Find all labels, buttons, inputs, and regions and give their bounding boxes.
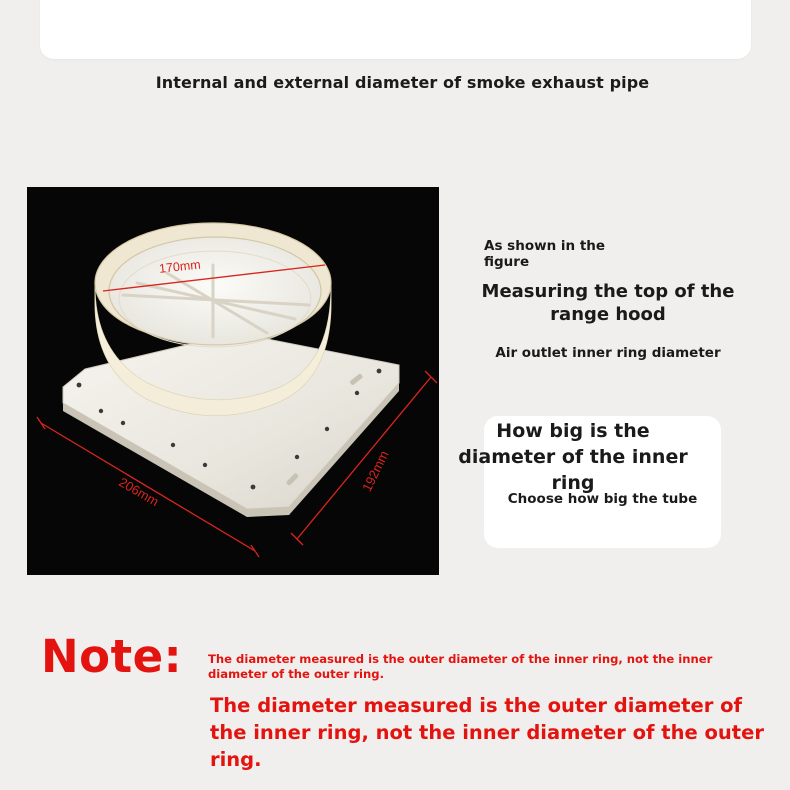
product-photo — [27, 187, 439, 575]
tube-choice-caption: Choose how big the tube — [507, 491, 698, 507]
inner-ring-question: How big is the diameter of the inner ring — [458, 420, 688, 494]
note-label: Note: — [41, 630, 183, 683]
dimension-label-top: 170mm — [158, 257, 202, 276]
note-large-text: The diameter measured is the outer diameter of the inner ring, not the inner diameter of the outer ring. — [210, 694, 764, 771]
inner-ring-caption: Air outlet inner ring diameter — [495, 345, 721, 361]
dimension-label-right: 192mm — [359, 448, 392, 494]
top-card — [40, 0, 751, 59]
note-small-text: The diameter measured is the outer diameter of the inner ring, not the inner diameter of the outer ring. — [208, 652, 713, 681]
exhaust-flange-illustration — [27, 187, 439, 575]
measure-instruction: Measuring the top of the range hood — [481, 281, 735, 325]
dimension-label-left: 206mm — [116, 474, 162, 510]
section-title: Internal and external diameter of smoke exhaust pipe — [155, 73, 650, 92]
cropped-heading-fragment — [98, 0, 698, 4]
figure-caption: As shown in the figure — [484, 238, 606, 270]
